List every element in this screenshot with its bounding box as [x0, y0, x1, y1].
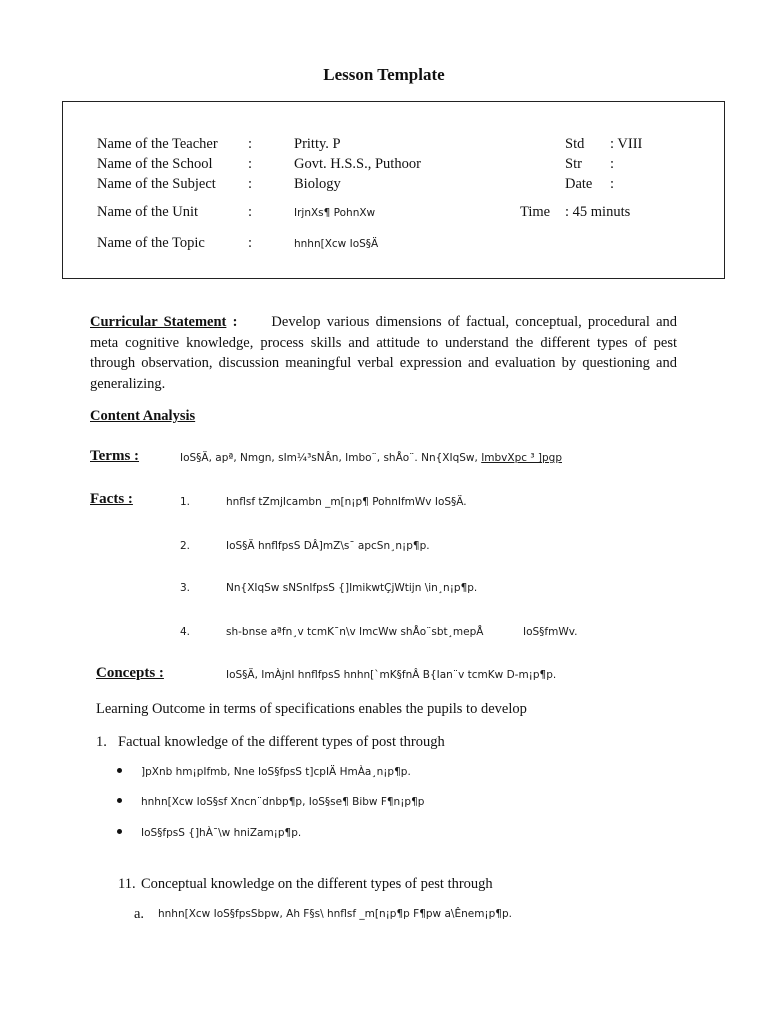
terms-label: Terms : — [90, 448, 140, 464]
document-title: Lesson Template — [323, 65, 445, 84]
teacher-value: Pritty. P — [294, 136, 341, 152]
teacher-sep: : — [248, 136, 253, 152]
subject-value: Biology — [294, 176, 341, 192]
fact-number: 4. — [180, 626, 191, 638]
learning-outcome-text: Learning Outcome in terms of specifications enables the pupils to develop — [96, 701, 527, 717]
unit-label: Name of the Unit — [97, 204, 199, 220]
curricular-text: Develop various dimensions of factual, conceptual, procedural and meta cognitive knowledge, process skills and attitude to understand the different types of pest through observation, discussion meaningful verbal expression and evaluation by questioning and generalizing. — [90, 314, 677, 392]
terms-text — [180, 452, 562, 464]
section1-bullet: ]pXnb hm¡pIfmb, Nne IoS§fpsS t]cpIÄ HmÀa¸n¡p¶p. — [141, 766, 411, 778]
fact-text: sh-bnse aªfn¸v tcmK¯n\v ImcWw shÅo¨sbt¸mepÅ — [226, 626, 484, 638]
fact-text: hnflsf tZmjIcambn _m[n¡p¶ PohnIfmWv IoS§Ä. — [226, 496, 467, 508]
topic-sep: : — [248, 235, 253, 251]
bullet-dot — [117, 798, 122, 803]
terms-text-plain: IoS§Ä, apª, Nmgn, sIm¼³sNÂn, Imbo¨, shÅo¨. Nn{XIqSw, — [180, 452, 482, 464]
std-value: : VIII — [610, 136, 643, 152]
section1-bullet: hnhn[Xcw IoS§sf Xncn¨dnbp¶p, IoS§se¶ Bibw F¶n¡p¶p — [141, 796, 425, 808]
date-value: : — [610, 176, 615, 192]
curricular-statement — [90, 312, 677, 394]
school-label: Name of the School — [97, 156, 213, 172]
section2-number: 11. — [118, 876, 136, 892]
facts-label: Facts : — [90, 491, 133, 507]
str-value: : — [610, 156, 615, 172]
section2-heading: Conceptual knowledge on the different types of pest through — [141, 876, 493, 892]
concepts-text: IoS§Ä, ImÀjnI hnflfpsS hnhn[`mK§fnÂ B{Ian¨v tcmKw D-m¡p¶p. — [226, 669, 557, 681]
str-label: Str — [565, 156, 582, 172]
bullet-dot — [117, 768, 122, 773]
unit-value: IrjnXs¶ PohnXw — [294, 207, 376, 219]
std-label: Std — [565, 136, 585, 152]
school-value: Govt. H.S.S., Puthoor — [294, 156, 421, 172]
concepts-label: Concepts : — [96, 665, 164, 681]
date-label: Date — [565, 176, 593, 192]
time-value: : 45 minuts — [565, 204, 631, 220]
fact-text: Nn{XIqSw sNSnIfpsS {]ImikwtÇjWtijn \in¸n¡p¶p. — [226, 582, 478, 594]
content-analysis-heading: Content Analysis — [90, 408, 196, 424]
section1-number: 1. — [96, 734, 107, 750]
section2-sub-label: a. — [134, 906, 145, 922]
fact-text-tail: IoS§fmWv. — [523, 626, 578, 638]
unit-sep: : — [248, 204, 253, 220]
topic-label: Name of the Topic — [97, 235, 205, 251]
teacher-label: Name of the Teacher — [97, 136, 218, 152]
fact-number: 1. — [180, 496, 191, 508]
bullet-dot — [117, 829, 122, 834]
fact-number: 2. — [180, 540, 191, 552]
fact-text: IoS§Ä hnflfpsS DÂ]mZ\s¯ apcSn¸n¡p¶p. — [226, 540, 430, 552]
curricular-label: Curricular Statement — [90, 314, 227, 330]
subject-label: Name of the Subject — [97, 176, 216, 192]
topic-value: hnhn[Xcw IoS§Ä — [294, 238, 379, 250]
section1-heading: Factual knowledge of the different types of post through — [118, 734, 445, 750]
school-sep: : — [248, 156, 253, 172]
subject-sep: : — [248, 176, 253, 192]
section2-sub-text: hnhn[Xcw IoS§fpsSbpw, Ah F§s\ hnflsf _m[n¡p¶p F¶pw a\Ênem¡p¶p. — [158, 908, 512, 920]
curricular-colon: : — [226, 314, 238, 330]
time-label: Time — [520, 204, 551, 220]
terms-text-underlined: ImbvXpc ³ ]pgp — [481, 452, 562, 464]
fact-number: 3. — [180, 582, 191, 594]
section1-bullet: IoS§fpsS {]hÀ¯\w hniZam¡p¶p. — [141, 827, 302, 839]
